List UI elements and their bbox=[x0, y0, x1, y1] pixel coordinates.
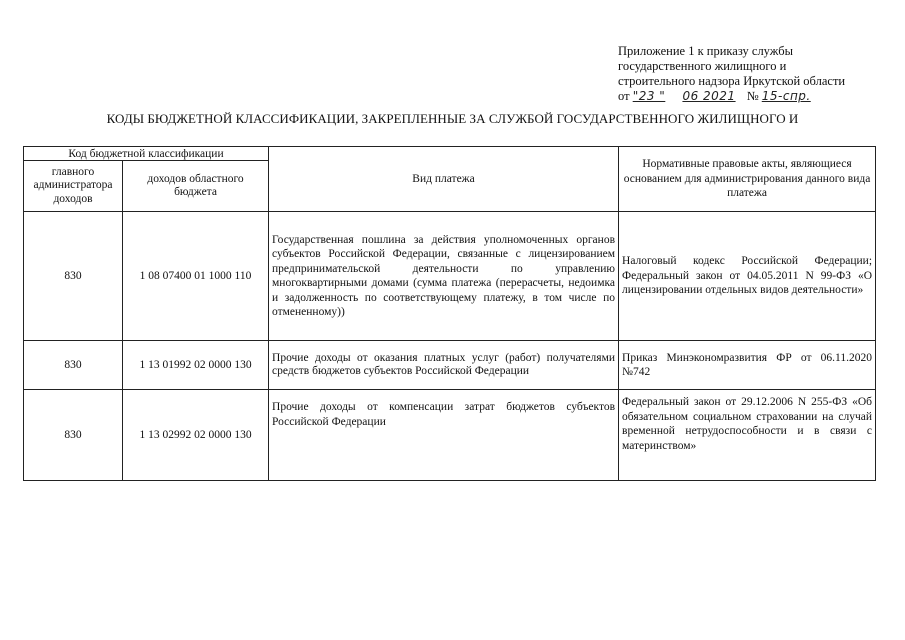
header-budget-code-group: Код бюджетной классификации bbox=[24, 147, 269, 161]
date-month-year: 06 2021 bbox=[682, 89, 736, 103]
legal-acts-cell: Федеральный закон от 29.12.2006 N 255-ФЗ «Об обязательном социальном страховании на случай временной нетрудоспособности и в связи с материнством» bbox=[619, 390, 876, 481]
payment-type-cell: Прочие доходы от оказания платных услуг (работ) получателями средств бюджетов субъектов Российской Федерации bbox=[269, 341, 619, 390]
header-legal-acts: Нормативные правовые акты, являющиеся основанием для администрирования данного вида платежа bbox=[619, 147, 876, 212]
admin-code-cell: 830 bbox=[24, 390, 123, 481]
budget-code-cell: 1 13 02992 02 0000 130 bbox=[123, 390, 269, 481]
header-payment-type: Вид платежа bbox=[269, 147, 619, 212]
appendix-note-line-1: Приложение 1 к приказу службы bbox=[618, 44, 793, 58]
payment-type-cell: Прочие доходы от компенсации затрат бюджетов субъектов Российской Федерации bbox=[269, 390, 619, 481]
number-prefix: № bbox=[746, 89, 759, 103]
date-day: "23 " bbox=[632, 89, 666, 103]
header-regional-income: доходов областного бюджета bbox=[123, 161, 269, 212]
legal-acts-cell: Приказ Минэкономразвития ФР от 06.11.2020 №742 bbox=[619, 341, 876, 390]
admin-code-cell: 830 bbox=[24, 212, 123, 341]
order-number: 15-спр. bbox=[761, 89, 811, 103]
header-chief-admin: главного администратора доходов bbox=[24, 161, 123, 212]
page-title: КОДЫ БЮДЖЕТНОЙ КЛАССИФИКАЦИИ, ЗАКРЕПЛЕННЫЕ ЗА СЛУЖБОЙ ГОСУДАРСТВЕННОГО ЖИЛИЩНОГО И bbox=[106, 111, 799, 126]
appendix-date-line bbox=[618, 89, 868, 104]
appendix-note-line-2: государственного жилищного и bbox=[618, 59, 787, 73]
budget-code-cell: 1 08 07400 01 1000 110 bbox=[123, 212, 269, 341]
budget-code-cell: 1 13 01992 02 0000 130 bbox=[123, 341, 269, 390]
appendix-note-line-3: строительного надзора Иркутской области bbox=[618, 74, 846, 88]
admin-code-cell: 830 bbox=[24, 341, 123, 390]
header-row-group bbox=[24, 147, 876, 161]
date-prefix: от bbox=[618, 89, 630, 103]
appendix-note bbox=[618, 44, 868, 104]
payment-type-cell: Государственная пошлина за действия уполномоченных органов субъектов Российской Федерации, связанные с лицензированием предпринимательской деятельности по управлению многоквартирными домами (сумма платежа (перерасчеты, недоимка и задолженность по соответствующему платежу, в том числе по отмененному)) bbox=[269, 212, 619, 341]
table-row bbox=[24, 341, 876, 390]
legal-acts-cell: Налоговый кодекс Российской Федерации; Федеральный закон от 04.05.2011 N 99-ФЗ «О лицензировании отдельных видов деятельности» bbox=[619, 212, 876, 341]
table-row bbox=[24, 390, 876, 481]
budget-codes-table bbox=[23, 146, 876, 481]
table-row bbox=[24, 212, 876, 341]
